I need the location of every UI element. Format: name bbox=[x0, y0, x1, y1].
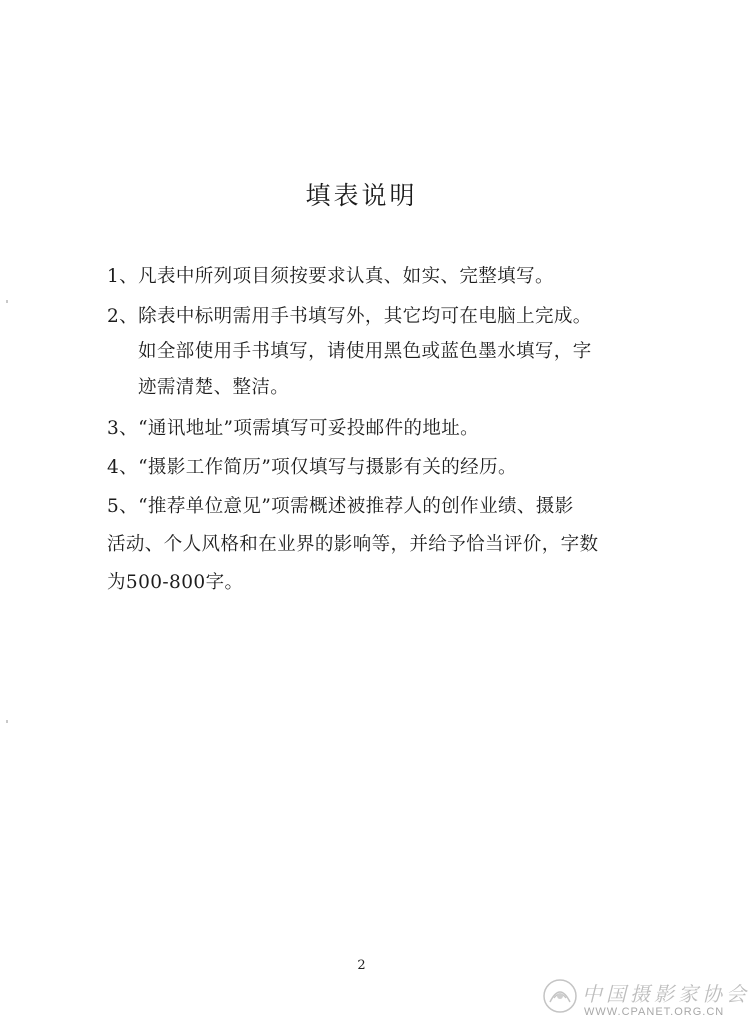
watermark-url: WWW.CPANET.ORG.CN bbox=[584, 1006, 725, 1018]
page-number: 2 bbox=[357, 958, 366, 973]
instruction-4: 4、“摄影工作简历”项仅填写与摄影有关的经历。 bbox=[107, 457, 517, 478]
watermark bbox=[540, 976, 750, 1024]
instruction-1: 1、凡表中所列项目须按要求认真、如实、完整填写。 bbox=[107, 266, 554, 287]
margin-speck bbox=[6, 300, 8, 303]
instruction-5-continued: 为500-800字。 bbox=[107, 572, 244, 593]
page-title: 填表说明 bbox=[305, 181, 418, 210]
margin-speck bbox=[6, 720, 8, 723]
watermark-name: 中国摄影家协会 bbox=[582, 982, 750, 1006]
instruction-5-continued: 活动、个人风格和在业界的影响等，并给予恰当评价，字数 bbox=[107, 534, 599, 555]
instruction-5: 5、“推荐单位意见”项需概述被推荐人的创作业绩、摄影 bbox=[107, 496, 574, 517]
instruction-2-continued: 迹需清楚、整洁。 bbox=[138, 377, 290, 398]
instruction-2: 2、除表中标明需用手书填写外，其它均可在电脑上完成。 bbox=[107, 306, 592, 327]
instruction-3: 3、“通讯地址”项需填写可妥投邮件的地址。 bbox=[107, 418, 480, 439]
cpa-logo-icon bbox=[540, 976, 580, 1016]
instruction-2-continued: 如全部使用手书填写，请使用黑色或蓝色墨水填写，字 bbox=[138, 341, 592, 362]
